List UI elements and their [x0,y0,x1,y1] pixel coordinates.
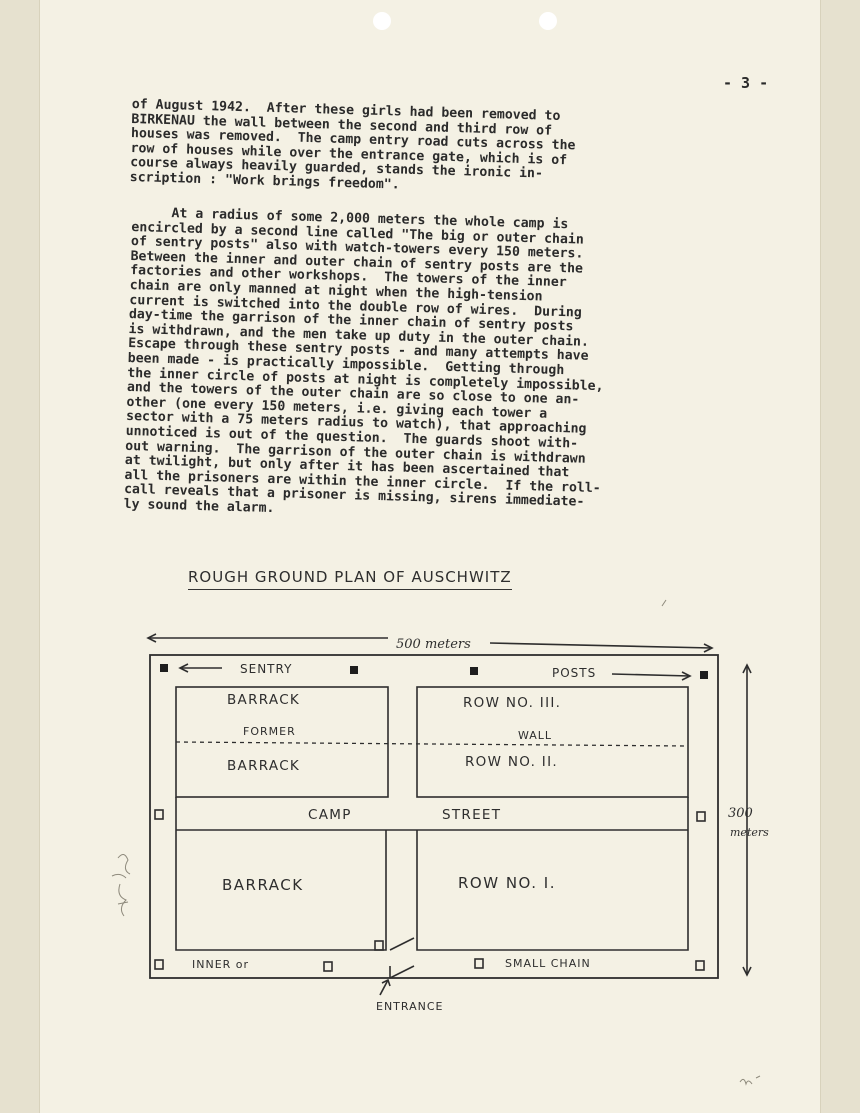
inner-post-icon [155,960,163,969]
entrance-gate-leaf [390,938,414,950]
sentry-post-icon [350,666,358,674]
former-label: FORMER [243,725,296,738]
row-one-label: ROW NO. I. [458,874,556,892]
sentry-label: SENTRY [240,662,293,676]
entrance-label: ENTRANCE [376,1000,444,1013]
entrance-gate-leaf [390,966,414,978]
width-dimension-label: 500 meters [396,637,471,652]
inner-post-icon [375,941,383,950]
inner-post-icon [324,962,332,971]
paragraph-2: At a radius of some 2,000 meters the whole camp is encircled by a second line called "The big or outer chain of sentry posts" also with watch-towers every 150 meters. Between the inner and outer chain of sentry posts are the factories and other workshops. The towers of the inner chain are only manned at night when the high-tension current is switched into the double row of wires. During day-time the garrison of the inner chain of sentry posts is withdrawn, and the men take up duty in the outer chain. Escape through these sentry posts - and many attempts have been made - is practically impossible. Getting through the inner circle of posts at night is completely impossible, and the towers of the outer chain are so close to one an- other (one every 150 meters, i.e. giving each tower a sector with a 75 meters radius to watch), that approaching unnoticed is out of the question. The guards shoot with- out warning. The garrison of the outer chain is withdrawn at twilight, but only after it has been ascertained that all the prisoners are within the inner circle. If the roll- call reveals that a prisoner is missing, sirens immediate- ly sound the alarm. [123,205,604,516]
former-wall-line [176,742,688,746]
sentry-post-icon [470,667,478,675]
inner-post-icon [696,961,704,970]
inner-post-icon [155,810,163,819]
barrack-label-mid: BARRACK [227,758,301,774]
height-dimension-value: 300 [728,806,753,821]
paragraph-1: of August 1942. After these girls had been removed to BIRKENAU the wall between the second and third row of houses was removed. The camp entry road cuts across the row of houses while over the entrance gate, which is of course always heavily guarded, stands the ironic in- scription : "Work brings freedom". [129,97,576,193]
page-number: - 3 - [723,74,769,92]
height-dimension-unit: meters [730,826,769,839]
barrack-label-bottom: BARRACK [222,876,304,894]
inner-post-icon [697,812,705,821]
street-label: STREET [442,807,502,823]
camp-label: CAMP [308,807,352,823]
sentry-post-icon [700,671,708,679]
row-three-label: ROW NO. III. [463,695,562,711]
width-dimension-line [490,643,712,648]
sentry-post-icon [160,664,168,672]
barrack-label-top: BARRACK [227,692,301,708]
wall-label: WALL [518,729,553,742]
posts-arrow [612,674,690,676]
row-two-label: ROW NO. II. [465,754,558,770]
small-chain-label: SMALL CHAIN [505,957,591,970]
posts-label: POSTS [552,666,597,680]
diagram-title: ROUGH GROUND PLAN OF AUSCHWITZ [188,568,512,590]
inner-post-icon [475,959,483,968]
inner-chain-label: INNER or [192,958,250,971]
